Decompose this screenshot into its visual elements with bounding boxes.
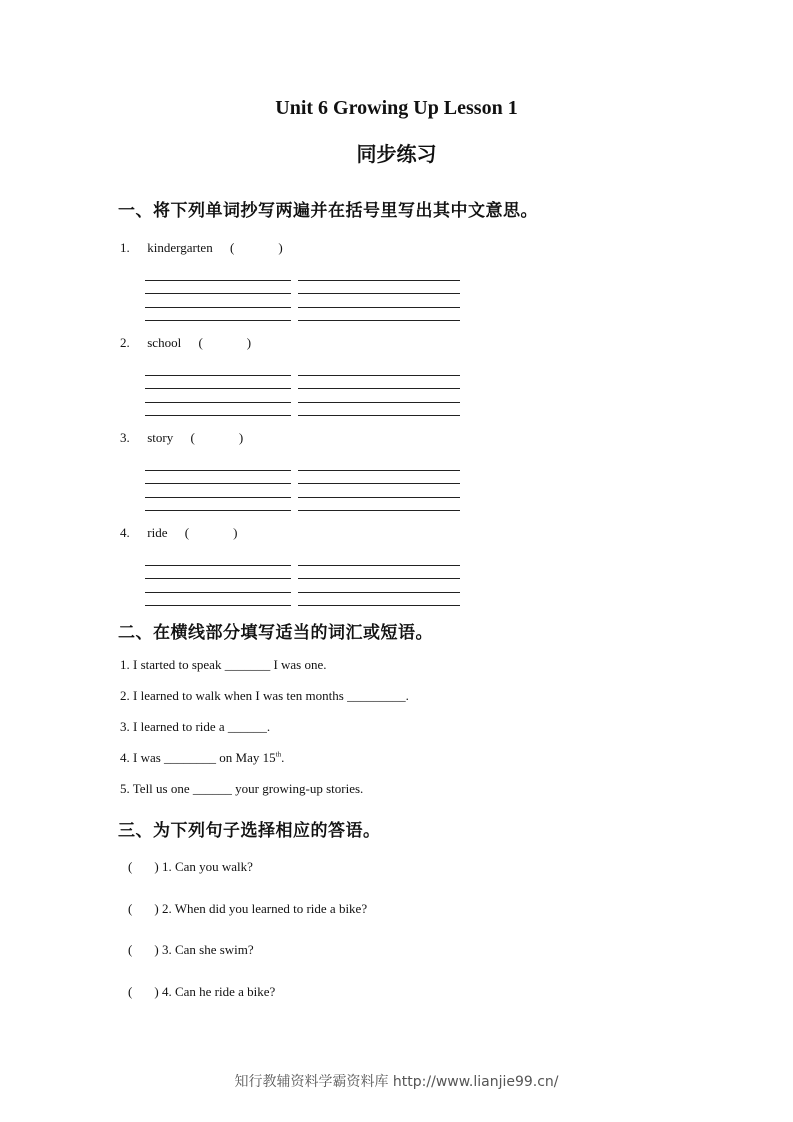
section-1-heading: 一、将下列单词抄写两遍并在括号里写出其中文意思。 (118, 201, 538, 221)
word-text: story (147, 430, 174, 445)
item-number: 3. (120, 430, 130, 445)
word-item-4 (120, 525, 237, 541)
section-2-heading: 二、在横线部分填写适当的词汇或短语。 (118, 623, 433, 643)
close-paren: ) (238, 430, 244, 445)
question-text: 2. When did you learned to ride a bike? (161, 901, 368, 916)
open-paren: ( (128, 984, 133, 999)
footer-watermark: 知行教辅资料学霸资料库 http://www.lianjie99.cn/ (234, 1074, 559, 1090)
copy-lines-2[interactable] (145, 375, 460, 423)
fill-item-4-text: 4. I was ________ on May 15 (120, 750, 276, 765)
section-3-heading: 三、为下列句子选择相应的答语。 (118, 821, 381, 841)
copy-lines-1[interactable] (145, 280, 460, 328)
close-paren: ) (154, 859, 159, 874)
open-paren: ( (190, 430, 195, 445)
item-number: 2. (120, 335, 130, 350)
word-item-2 (120, 335, 251, 351)
fill-item-1: 1. I started to speak _______ I was one. (120, 657, 327, 672)
open-paren: ( (128, 859, 133, 874)
close-paren: ) (246, 335, 252, 350)
close-paren: ) (233, 525, 238, 540)
open-paren: ( (229, 240, 235, 255)
choice-item-4 (128, 984, 275, 1000)
choice-item-1 (128, 859, 253, 875)
copy-lines-3[interactable] (145, 470, 460, 518)
open-paren: ( (128, 901, 133, 916)
question-text: 3. Can she swim? (161, 942, 254, 957)
open-paren: ( (198, 335, 203, 350)
choice-item-3 (128, 942, 254, 958)
close-paren: ) (154, 901, 159, 916)
fill-item-4-end: . (281, 750, 285, 765)
open-paren: ( (184, 525, 190, 540)
close-paren: ) (278, 240, 283, 255)
superscript-th: th (275, 750, 282, 759)
choice-item-2 (128, 901, 367, 917)
page-title: Unit 6 Growing Up Lesson 1 (275, 97, 518, 119)
page-subtitle: 同步练习 (356, 142, 437, 166)
question-text: 1. Can you walk? (161, 859, 253, 874)
question-text: 4. Can he ride a bike? (161, 984, 276, 999)
fill-item-3: 3. I learned to ride a ______. (120, 719, 271, 734)
open-paren: ( (128, 942, 133, 957)
close-paren: ) (154, 942, 159, 957)
copy-lines-4[interactable] (145, 565, 460, 613)
word-text: school (147, 335, 182, 350)
word-item-3 (120, 430, 243, 446)
fill-item-5: 5. Tell us one ______ your growing-up stories. (120, 781, 364, 796)
word-item-1 (120, 240, 283, 256)
word-text: ride (147, 525, 168, 540)
fill-item-4 (120, 750, 284, 766)
item-number: 4. (120, 525, 130, 540)
fill-item-2: 2. I learned to walk when I was ten months _________. (120, 688, 409, 703)
close-paren: ) (154, 984, 159, 999)
word-text: kindergarten (147, 240, 213, 255)
item-number: 1. (120, 240, 130, 255)
